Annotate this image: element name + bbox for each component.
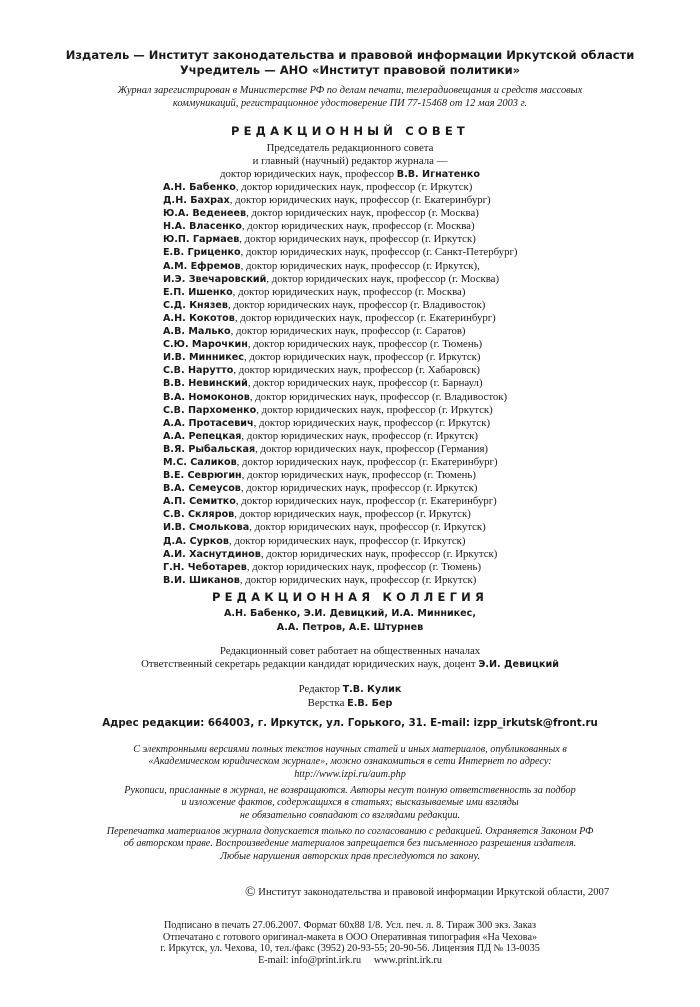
member-name: И.В. Смолькова (163, 522, 250, 534)
member-credentials: , доктор юридических наук, профессор (Германия) (255, 442, 489, 455)
editor-line (60, 683, 640, 697)
chair-line-3 (60, 168, 640, 181)
member-name: Н.А. Власенко (163, 221, 242, 233)
member-credentials: , доктор юридических наук, профессор (г. Иркутск), (240, 259, 480, 272)
list-item (163, 417, 623, 430)
list-item (163, 456, 623, 469)
list-item (163, 233, 623, 246)
reprint-line-2: об авторском праве. Воспроизведение материалов запрещается без письменного разрешения издателя. (123, 838, 577, 850)
member-name: С.В. Нарутто (163, 365, 234, 377)
member-credentials: , доктор юридических наук, профессор (г. Иркутск) (239, 233, 476, 246)
member-name: Д.А. Сурков (163, 535, 229, 547)
member-credentials: , доктор юридических наук, профессор (г. Москва) (246, 207, 479, 220)
member-name: В.А. Семеусов (163, 483, 241, 495)
layout-label: Верстка (307, 696, 345, 709)
publisher-line: Издатель — Институт законодательства и правовой информации Иркутской области (65, 48, 635, 62)
member-name: В.В. Невинский (163, 378, 248, 390)
member-credentials: , доктор юридических наук, профессор (г. Екатеринбург) (236, 455, 498, 468)
online-url: http://www.izpi.ru/aum.php (294, 768, 406, 780)
editorial-board (60, 607, 640, 635)
member-credentials: , доктор юридических наук, профессор (г. Санкт-Петербург) (240, 246, 518, 259)
board-line-2: А.А. Петров, А.Е. Штурнев (276, 622, 424, 633)
member-name: В.Я. Рыбальская (163, 443, 256, 455)
member-credentials: , доктор юридических наук, профессор (г. Иркутск) (260, 547, 498, 560)
editor-label: Редактор (298, 683, 340, 695)
secretary-name: Э.И. Девицкий (478, 658, 559, 670)
member-name: В.Е. Севрюгин (163, 470, 242, 482)
volunteer-line-2 (60, 658, 640, 672)
member-name: А.Н. Кокотов (163, 312, 235, 324)
member-credentials: , доктор юридических наук, профессор (г. Москва) (266, 272, 500, 285)
manuscripts-line-2: и изложение фактов, содержащихся в статьях; высказываемые ими взгляды (181, 797, 519, 809)
list-item (163, 404, 623, 417)
member-name: С.В. Скляров (163, 509, 235, 521)
volunteer-line-1: Редакционный совет работает на общественных началах (219, 645, 481, 657)
list-item (163, 286, 623, 299)
copyright-text: Институт законодательства и правовой информации Иркутской области, 2007 (258, 887, 610, 898)
list-item (163, 246, 623, 259)
member-credentials: , доктор юридических наук, профессор (г. Иркутск) (235, 181, 473, 193)
member-credentials: , доктор юридических наук, профессор (г. Иркутск) (234, 508, 471, 521)
list-item (163, 535, 623, 548)
registration-line-1: Журнал зарегистрирован в Министерстве РФ по делам печати, телерадиовещания и средств массовых (117, 85, 583, 96)
reprint-line-3: Любые нарушения авторских прав преследуются по закону. (220, 850, 480, 862)
member-name: С.Д. Князев (163, 299, 228, 311)
member-name: И.В. Минникес (163, 352, 244, 364)
list-item (163, 338, 623, 351)
imprint-line-4: E-mail: info@print.irk.ru www.print.irk.ru (258, 954, 442, 966)
council-chair (60, 142, 640, 181)
online-notice (55, 744, 645, 781)
list-item (163, 482, 623, 495)
list-item (163, 521, 623, 534)
list-item (163, 508, 623, 521)
member-credentials: , доктор юридических наук, профессор (г. Москва) (241, 220, 475, 233)
member-credentials: , доктор юридических наук, профессор (г. Иркутск) (243, 351, 481, 364)
council-members-list (163, 181, 623, 587)
member-credentials: , доктор юридических наук, профессор (г. Владивосток) (228, 298, 486, 311)
chair-line-2: и главный (научный) редактор журнала — (252, 155, 448, 168)
member-name: Ю.А. Веденеев (163, 208, 247, 220)
member-credentials: , доктор юридических наук, профессор (г. Екатеринбург) (234, 311, 496, 324)
member-credentials: , доктор юридических наук, профессор (г. Иркутск) (249, 521, 486, 534)
list-item (163, 220, 623, 233)
list-item (163, 548, 623, 561)
copyright-line (245, 884, 609, 900)
member-name: А.Н. Бабенко (163, 182, 236, 193)
list-item (163, 495, 623, 508)
member-credentials: , доктор юридических наук, профессор (г. Москва) (232, 285, 466, 298)
registration-line-2: коммуникаций, регистрационное удостоверение ПИ 77-15468 от 12 мая 2003 г. (172, 97, 528, 109)
volunteer-info (60, 645, 640, 671)
list-item (163, 469, 623, 482)
member-credentials: , доктор юридических наук, профессор (г. Иркутск) (239, 573, 477, 586)
chair-degree: доктор юридических наук, профессор (220, 168, 395, 181)
list-item (163, 260, 623, 273)
member-credentials: , доктор юридических наук, профессор (г. Иркутск) (253, 416, 491, 429)
editorial-address: Адрес редакции: 664003, г. Иркутск, ул. Горького, 31. E-mail: izpp_irkutsk@front.ru (102, 718, 598, 729)
board-title: РЕДАКЦИОННАЯ КОЛЛЕГИЯ (211, 590, 489, 604)
member-name: Ю.П. Гармаев (163, 234, 240, 246)
list-item (163, 181, 623, 194)
manuscripts-line-1: Рукописи, присланные в журнал, не возвращаются. Авторы несут полную ответственность за подбор (124, 785, 576, 796)
member-credentials: , доктор юридических наук, профессор (г. Хабаровск) (233, 364, 481, 377)
list-item (163, 299, 623, 312)
member-name: А.И. Хаснутдинов (163, 548, 261, 560)
imprint-line-1: Подписано в печать 27.06.2007. Формат 60x88 1/8. Усл. печ. л. 8. Тираж 300 экз. Заказ (163, 920, 537, 931)
list-item (163, 561, 623, 574)
member-name: А.А. Репецкая (163, 430, 242, 442)
list-item (163, 194, 623, 207)
registration-info (60, 85, 640, 110)
reprint-line-1: Перепечатка материалов журнала допускается только по согласованию с редакцией. Охраняется Законом РФ (106, 826, 594, 837)
member-name: Д.Н. Бахрах (163, 195, 230, 207)
list-item (163, 377, 623, 390)
imprint-line-2: Отпечатано с готового оригинал-макета в ООО Оперативная типография «На Чехова» (162, 931, 538, 943)
online-line-2: «Академическом юридическом журнале», можно ознакомиться в сети Интернет по адресу: (148, 756, 552, 768)
member-credentials: , доктор юридических наук, профессор (г. Тюмень) (246, 560, 482, 573)
member-name: С.В. Пархоменко (163, 404, 257, 416)
list-item (163, 312, 623, 325)
member-credentials: , доктор юридических наук, профессор (г. Саратов) (230, 325, 466, 338)
council-title: РЕДАКЦИОННЫЙ СОВЕТ (231, 124, 469, 138)
member-credentials: , доктор юридических наук, профессор (г. Иркутск) (228, 534, 466, 547)
board-line-1: А.Н. Бабенко, Э.И. Девицкий, И.А. Минникес, (223, 608, 477, 619)
imprint-line-3: г. Иркутск, ул. Чехова, 10, тел./факс (3952) 20-93-55; 20-90-56. Лицензия ПД № 13-0035 (160, 943, 540, 955)
member-name: Е.В. Гриценко (163, 247, 241, 259)
manuscripts-notice (55, 785, 645, 822)
member-credentials: , доктор юридических наук, профессор (г. Екатеринбург) (235, 495, 497, 508)
member-credentials: , доктор юридических наук, профессор (г. Иркутск) (256, 403, 493, 416)
member-name: А.В. Малько (163, 326, 231, 338)
reprint-notice (55, 826, 645, 863)
list-item (163, 207, 623, 220)
list-item (163, 273, 623, 286)
list-item (163, 574, 623, 587)
list-item (163, 325, 623, 338)
member-name: А.П. Семитко (163, 496, 236, 508)
layout-name: Е.В. Бер (347, 697, 393, 709)
member-credentials: , доктор юридических наук, профессор (г. Иркутск) (240, 482, 478, 495)
member-credentials: , доктор юридических наук, профессор (г. Тюмень) (241, 469, 476, 482)
list-item (163, 443, 623, 456)
member-credentials: , доктор юридических наук, профессор (г. Иркутск) (241, 429, 478, 442)
member-name: В.А. Номоконов (163, 391, 250, 403)
member-name: И.Э. Звечаровский (163, 273, 267, 285)
member-name: А.А. Протасевич (163, 417, 254, 429)
member-credentials: , доктор юридических наук, профессор (г. Тюмень) (247, 338, 483, 351)
member-name: Е.П. Ишенко (163, 286, 233, 298)
print-imprint (60, 920, 640, 966)
member-name: М.С. Саликов (163, 456, 237, 468)
chair-line-1: Председатель редакционного совета (266, 142, 434, 154)
member-name: Г.Н. Чеботарев (163, 561, 247, 573)
list-item (163, 351, 623, 364)
list-item (163, 430, 623, 443)
publisher-header (60, 48, 640, 78)
founder-line: Учредитель — АНО «Институт правовой политики» (179, 63, 521, 77)
chair-name: В.В. Игнатенко (396, 169, 480, 181)
list-item (163, 391, 623, 404)
editors-block (60, 683, 640, 711)
layout-line (60, 697, 640, 711)
member-name: С.Ю. Марочкин (163, 339, 248, 351)
member-credentials: , доктор юридических наук, профессор (г. Барнаул) (247, 377, 483, 390)
online-line-1: С электронными версиями полных текстов научных статей и иных материалов, опубликованных в (133, 744, 567, 755)
manuscripts-line-3: не обязательно совпадают со взглядами редакции. (239, 809, 461, 821)
member-credentials: , доктор юридических наук, профессор (г. Владивосток) (249, 390, 508, 403)
member-credentials: , доктор юридических наук, профессор (г. Екатеринбург) (229, 194, 491, 207)
secretary-title: Ответственный секретарь редакции кандидат юридических наук, доцент (141, 657, 476, 670)
member-name: А.М. Ефремов (163, 260, 241, 272)
copyright-icon: © (245, 885, 256, 900)
member-name: В.И. Шиканов (163, 574, 240, 586)
list-item (163, 364, 623, 377)
editor-name: Т.В. Кулик (342, 684, 402, 695)
